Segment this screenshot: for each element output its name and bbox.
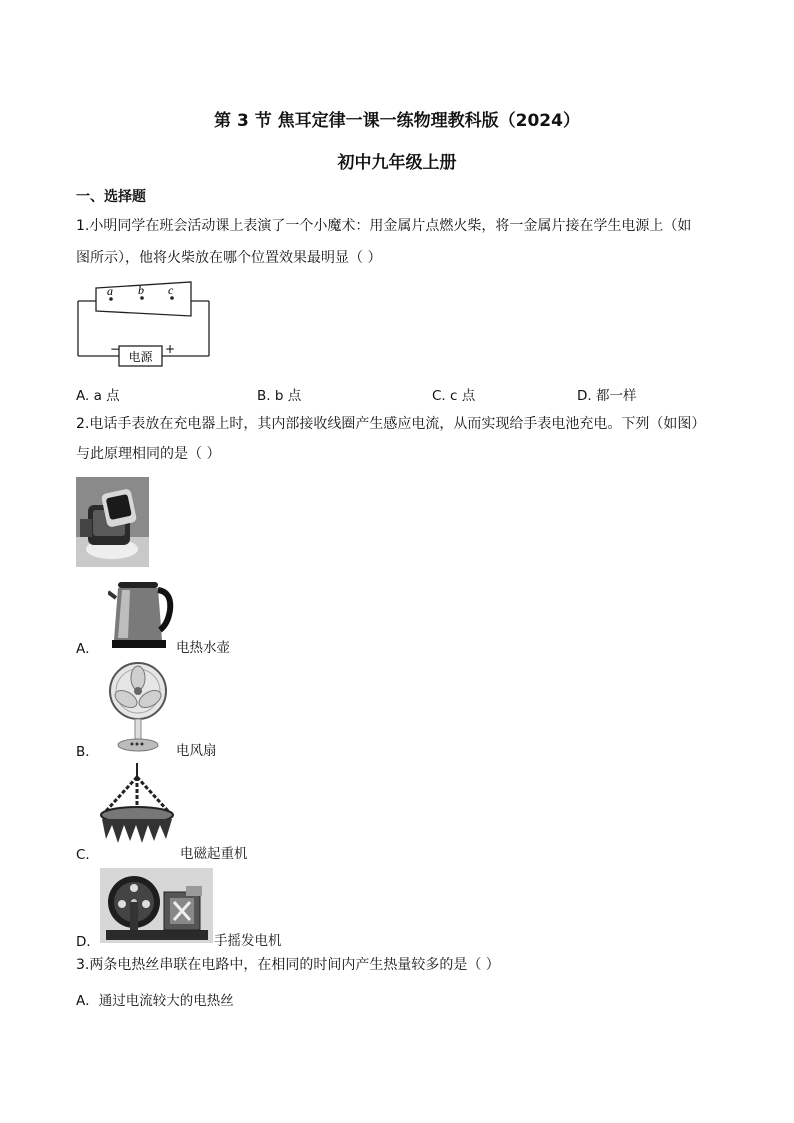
q2-option-c-letter[interactable]: C． <box>76 847 99 863</box>
q3-option-a[interactable]: A．通过电流较大的电热丝 <box>76 993 234 1009</box>
fan-icon <box>108 661 168 753</box>
circuit-diagram <box>76 278 216 370</box>
question-1-line-2: 图所示），他将火柴放在哪个位置效果最明显（ ） <box>76 250 382 266</box>
q2-option-d-letter[interactable]: D． <box>76 934 100 950</box>
kettle-icon <box>108 580 174 650</box>
q2-option-b-label[interactable]: 电风扇 <box>176 743 217 759</box>
q1-option-d[interactable]: D. 都一样 <box>577 388 637 404</box>
point-a-label: a <box>107 284 113 298</box>
q2-option-c-label[interactable]: 电磁起重机 <box>180 846 248 862</box>
q2-option-a-label[interactable]: 电热水壶 <box>176 640 230 656</box>
question-1-line-1: 1.小明同学在班会活动课上表演了一个小魔术：用金属片点燃火柴，将一金属片接在学生电源上（如 <box>76 218 692 234</box>
q2-option-b-letter[interactable]: B． <box>76 744 99 760</box>
document-subtitle: 初中九年级上册 <box>337 153 457 173</box>
q1-option-b[interactable]: B. b 点 <box>257 388 302 404</box>
positive-terminal: + <box>165 342 176 356</box>
power-supply-label: 电源 <box>128 350 153 364</box>
point-c-label: c <box>168 283 174 297</box>
smartwatch-photo <box>76 477 149 567</box>
section-heading: 一、选择题 <box>76 189 146 205</box>
q1-option-c[interactable]: C. c 点 <box>432 388 476 404</box>
q2-option-d-label[interactable]: 手摇发电机 <box>214 933 282 949</box>
question-2-line-1: 2.电话手表放在充电器上时，其内部接收线圈产生感应电流，从而实现给手表电池充电。下列（如图） <box>76 416 706 432</box>
generator-icon <box>100 868 213 943</box>
question-3-text: 3.两条电热丝串联在电路中，在相同的时间内产生热量较多的是（ ） <box>76 957 500 973</box>
q1-option-a[interactable]: A. a 点 <box>76 388 120 404</box>
crane-icon <box>96 763 178 847</box>
document-title: 第 3 节 焦耳定律一课一练物理教科版（2024） <box>214 111 580 131</box>
point-b-label: b <box>138 283 144 297</box>
q2-option-a-letter[interactable]: A． <box>76 641 99 657</box>
question-2-line-2: 与此原理相同的是（ ） <box>76 446 221 462</box>
negative-terminal: − <box>110 342 121 356</box>
